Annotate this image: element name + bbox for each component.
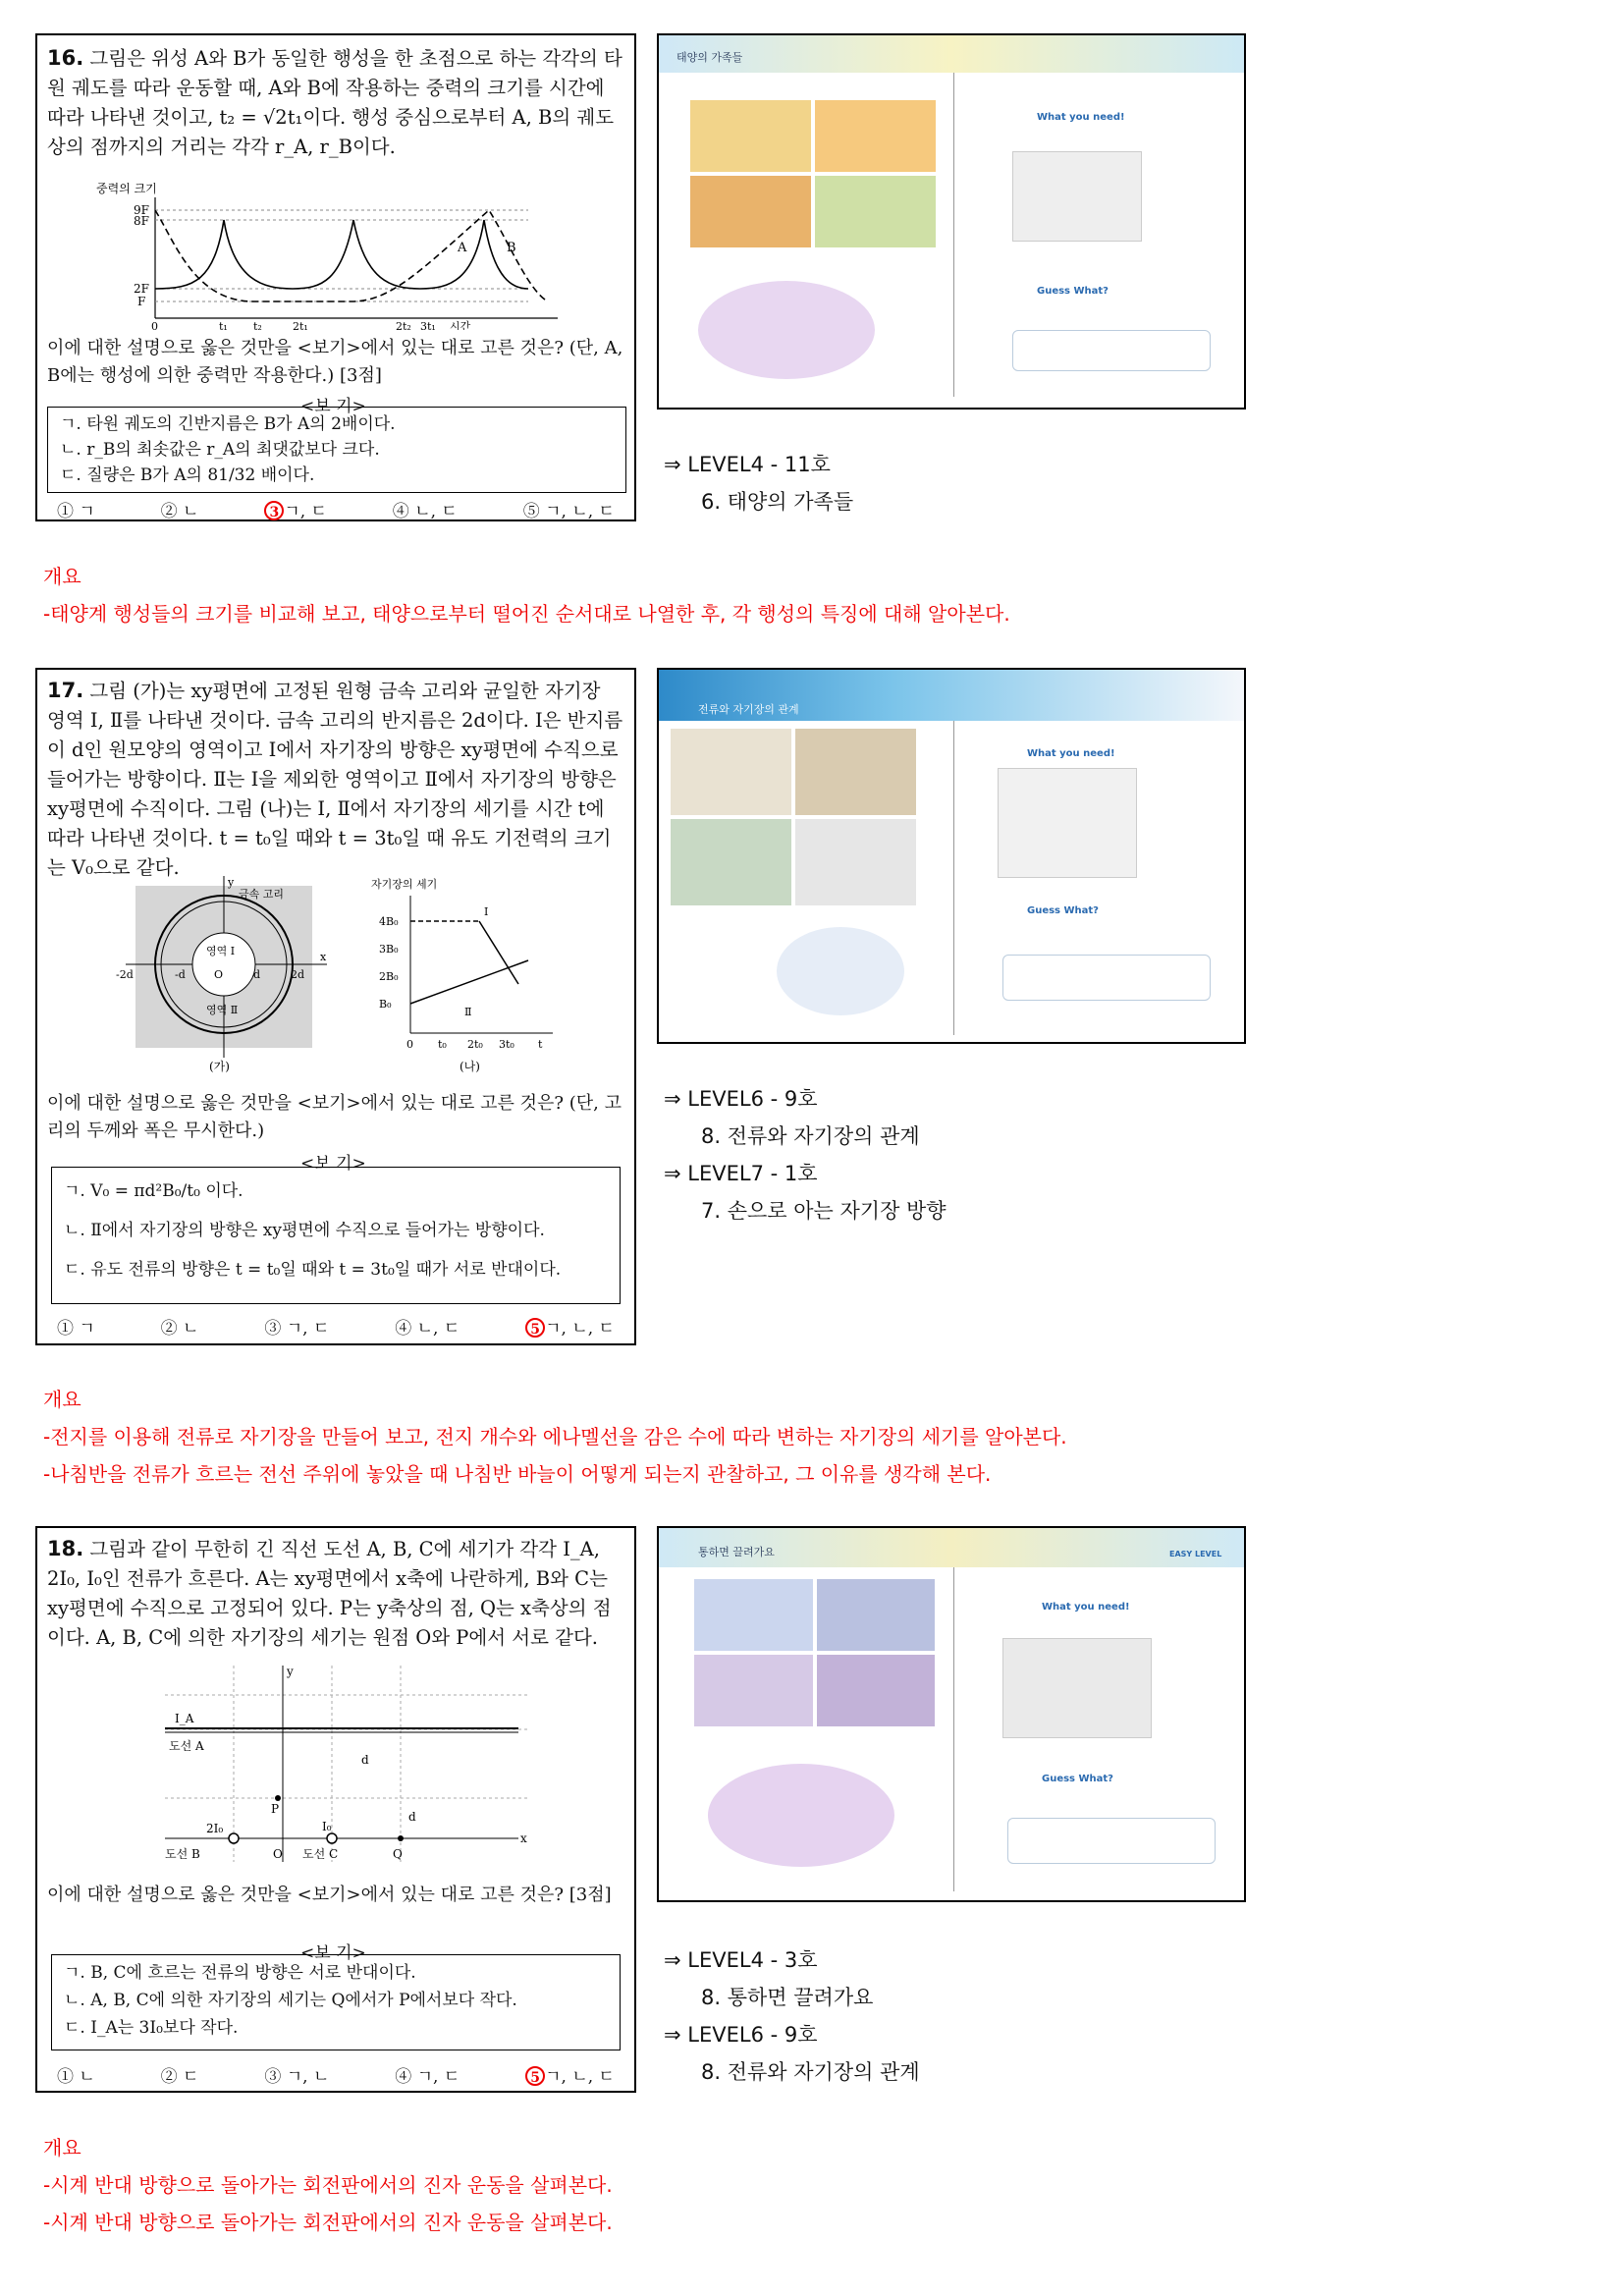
what-you-need-heading: What you need! — [1027, 748, 1115, 759]
svg-text:t₀: t₀ — [438, 1038, 447, 1051]
svg-text:t₂: t₂ — [253, 320, 262, 330]
book-title: 통하면 끌려가요 — [698, 1546, 775, 1558]
book-title: 태양의 가족들 — [676, 51, 743, 64]
question-18-box — [35, 1526, 636, 2093]
ref-line: 7. 손으로 아는 자기장 방향 — [701, 1199, 947, 1223]
svg-text:Ⅱ: Ⅱ — [464, 1006, 472, 1018]
svg-text:x: x — [320, 951, 327, 963]
answer-choices — [57, 2062, 615, 2087]
guess-what-heading: Guess What? — [1027, 905, 1099, 916]
svg-text:A: A — [458, 241, 467, 255]
curve-A — [155, 220, 528, 289]
bogi-box — [51, 1954, 621, 2050]
svg-text:(가): (가) — [209, 1060, 230, 1072]
svg-text:시간: 시간 — [450, 320, 471, 330]
bogi-title: <보 기> — [300, 1154, 366, 1174]
comic-panels — [694, 1579, 935, 1726]
question-number: 16. — [47, 46, 84, 70]
svg-text:2B₀: 2B₀ — [379, 970, 399, 983]
answer-circle-icon: 5 — [525, 1318, 545, 1338]
ref-line: 8. 통하면 끌려가요 — [701, 1986, 874, 2009]
svg-text:t: t — [538, 1038, 543, 1051]
speech-cloud — [698, 281, 875, 379]
svg-text:2t₁: 2t₁ — [293, 320, 308, 330]
question-body: 그림과 같이 무한히 긴 직선 도선 A, B, C에 세기가 각각 I_A, 2I₀, I₀인 전류가 흐른다. A는 xy평면에서 x축에 나란하게, B와 C는 xy평면에 수직으로 고정되어 있다. P는 y축상의 점, Q는 x축상의 점이다. A, B, C에 의한 자기장의 세기는 원점 O와 P에서 서로 같다. — [47, 1538, 612, 1649]
svg-text:d: d — [408, 1810, 416, 1824]
bogi-item: ㄷ. I_A는 3I₀보다 작다. — [64, 2018, 239, 2038]
page-divider — [953, 73, 954, 397]
bogi-item: ㄴ. Ⅱ에서 자기장의 방향은 xy평면에 수직으로 들어가는 방향이다. — [64, 1221, 545, 1240]
svg-text:O: O — [273, 1847, 283, 1861]
q16-references — [664, 446, 853, 520]
svg-text:P: P — [271, 1802, 280, 1816]
choice[interactable]: ③ ㄱ, ㄷ — [264, 1319, 330, 1339]
svg-text:2t₀: 2t₀ — [467, 1038, 483, 1051]
answer-circle-icon: 5 — [525, 2066, 545, 2086]
ref-line: ⇒ LEVEL7 - 1호 — [664, 1162, 818, 1185]
svg-text:0: 0 — [151, 320, 158, 330]
bogi-box — [47, 407, 626, 493]
q16-overview — [43, 558, 1010, 632]
svg-text:3B₀: 3B₀ — [379, 943, 399, 956]
ref-line: ⇒ LEVEL4 - 3호 — [664, 1948, 818, 1972]
comic-panels — [671, 729, 916, 905]
overview-heading: 개요 — [43, 565, 81, 588]
choice-correct[interactable]: 5 ㄱ, ㄴ, ㄷ — [525, 1314, 615, 1339]
book-spread-16 — [657, 33, 1246, 410]
svg-text:2d: 2d — [291, 968, 305, 981]
q17-overview — [43, 1381, 1067, 1493]
q18-references — [664, 1941, 920, 2091]
materials-photo — [998, 768, 1137, 878]
gravity-time-graph — [96, 183, 607, 330]
svg-text:영역 Ⅰ: 영역 Ⅰ — [206, 945, 236, 957]
ref-line: 8. 전류와 자기장의 관계 — [701, 2060, 920, 2084]
bogi-item: ㄱ. 타원 궤도의 긴반지름은 B가 A의 2배이다. — [60, 414, 396, 434]
bogi-item: ㄷ. 유도 전류의 방향은 t = t₀일 때와 t = 3t₀일 때가 서로 반대이다. — [64, 1260, 562, 1280]
svg-text:-2d: -2d — [116, 968, 134, 981]
question-16-box — [35, 33, 636, 521]
overview-line: -전지를 이용해 전류로 자기장을 만들어 보고, 전지 개수와 에나멜선을 감은 수에 따라 변하는 자기장의 세기를 알아본다. — [43, 1425, 1067, 1449]
svg-text:2I₀: 2I₀ — [206, 1822, 224, 1835]
question-body: 그림은 위성 A와 B가 동일한 행성을 한 초점으로 하는 각각의 타원 궤도를 따라 운동할 때, A와 B에 작용하는 중력의 크기를 시간에 따라 나타낸 것이고, t₂ = √2t₁이다. 행성 중심으로부터 A, B의 궤도상의 점까지의 거리는 각각 r_A, r_B이다. — [47, 47, 622, 158]
guess-what-heading: Guess What? — [1042, 1774, 1113, 1784]
svg-text:0: 0 — [406, 1038, 413, 1051]
ref-line: 8. 전류와 자기장의 관계 — [701, 1124, 920, 1148]
speech-cloud — [708, 1764, 894, 1867]
choice[interactable]: ② ㄴ — [160, 502, 199, 521]
question-body: 그림 (가)는 xy평면에 고정된 원형 금속 고리와 균일한 자기장 영역 Ⅰ, Ⅱ를 나타낸 것이다. 금속 고리의 반지름은 2d이다. Ⅰ은 반지름이 d인 원모양의 영역이고 Ⅰ에서 자기장의 방향은 xy평면에 수직으로 들어가는 방향이다. Ⅱ는 Ⅰ을 제외한 영역이고 Ⅱ에서 자기장의 방향은 xy평면에 수직이다. 그림 (나)는 Ⅰ, Ⅱ에서 자기장의 세기를 시간 t에 따라 나타낸 것이다. t = t₀일 때와 t = 3t₀일 때 유도 기전력의 크기는 V₀으로 같다. — [47, 680, 623, 879]
svg-text:d: d — [361, 1753, 369, 1767]
svg-text:B: B — [507, 241, 516, 255]
svg-text:영역 Ⅱ: 영역 Ⅱ — [206, 1004, 239, 1016]
graph-ylabel: 중력의 크기 — [96, 183, 157, 195]
choice[interactable]: ⑤ ㄱ, ㄴ, ㄷ — [522, 502, 615, 521]
bogi-item: ㄷ. 질량은 B가 A의 81/32 배이다. — [60, 465, 315, 485]
ref-line: ⇒ LEVEL4 - 11호 — [664, 453, 831, 476]
svg-text:I₀: I₀ — [322, 1820, 332, 1833]
choice[interactable]: ④ ㄴ, ㄷ — [392, 502, 458, 521]
svg-text:y: y — [228, 876, 235, 889]
svg-text:2F: 2F — [134, 282, 149, 296]
guess-box — [1002, 955, 1211, 1001]
materials-photo — [1002, 1638, 1152, 1738]
overview-line: -나침반을 전류가 흐르는 전선 주위에 놓았을 때 나침반 바늘이 어떻게 되는지 관찰하고, 그 이유를 생각해 본다. — [43, 1462, 992, 1486]
page-divider — [953, 721, 954, 1035]
comic-panels — [690, 100, 936, 247]
ref-line: ⇒ LEVEL6 - 9호 — [664, 1087, 818, 1111]
svg-text:O: O — [214, 968, 224, 981]
svg-text:-d: -d — [175, 968, 186, 981]
choice[interactable]: ④ ㄱ, ㄷ — [395, 2067, 460, 2087]
page-divider — [953, 1567, 954, 1891]
answer-circle-icon: 3 — [264, 501, 284, 520]
question-17-prompt: 이에 대한 설명으로 옳은 것만을 <보기>에서 있는 대로 고른 것은? (단, 고리의 두께와 폭은 무시한다.) — [47, 1093, 622, 1141]
question-16-prompt: 이에 대한 설명으로 옳은 것만을 <보기>에서 있는 대로 고른 것은? (단, A, B에는 행성에 의한 중력만 작용한다.) [3점] — [47, 338, 623, 386]
speech-cloud — [777, 927, 904, 1015]
svg-text:(나): (나) — [460, 1060, 480, 1072]
level-badge: EASY LEVEL — [1169, 1550, 1222, 1558]
bogi-item: ㄱ. B, C에 흐르는 전류의 방향은 서로 반대이다. — [64, 1963, 416, 1983]
svg-text:B₀: B₀ — [379, 998, 392, 1011]
question-18-text — [47, 1534, 624, 1653]
bogi-item: ㄱ. V₀ = πd²B₀/t₀ 이다. — [64, 1181, 243, 1201]
what-you-need-heading: What you need! — [1042, 1602, 1130, 1613]
q17-references — [664, 1080, 947, 1230]
svg-text:9F: 9F — [134, 203, 149, 217]
question-18-prompt: 이에 대한 설명으로 옳은 것만을 <보기>에서 있는 대로 고른 것은? [3점] — [47, 1885, 612, 1905]
question-17-text — [47, 676, 624, 883]
materials-photo — [1012, 151, 1142, 242]
svg-text:Q: Q — [393, 1847, 403, 1861]
choice-correct[interactable]: 5 ㄱ, ㄴ, ㄷ — [525, 2062, 615, 2087]
question-number: 17. — [47, 679, 84, 702]
bogi-item: ㄴ. A, B, C에 의한 자기장의 세기는 Q에서가 P에서보다 작다. — [64, 1991, 517, 2010]
bogi-title: <보 기> — [300, 1943, 366, 1963]
series-2-line — [410, 960, 528, 1004]
what-you-need-heading: What you need! — [1037, 112, 1125, 123]
overview-heading: 개요 — [43, 1388, 81, 1411]
ref-line: 6. 태양의 가족들 — [701, 490, 854, 514]
overview-line: -시계 반대 방향으로 돌아가는 회전판에서의 진자 운동을 살펴본다. — [43, 2211, 613, 2234]
question-number: 18. — [47, 1537, 84, 1560]
svg-text:3t₁: 3t₁ — [420, 320, 436, 330]
guess-what-heading: Guess What? — [1037, 286, 1109, 297]
choice[interactable]: ① ㄱ — [57, 502, 95, 521]
choice-correct[interactable]: 3 ㄱ, ㄷ — [264, 497, 327, 521]
choice[interactable]: ① ㄴ — [57, 2067, 95, 2087]
svg-text:도선 A: 도선 A — [169, 1739, 204, 1753]
svg-text:2t₂: 2t₂ — [396, 320, 411, 330]
bogi-title: <보 기> — [300, 397, 366, 416]
q18-overview — [43, 2129, 613, 2241]
book-header-band — [659, 35, 1244, 73]
wire-figure — [165, 1666, 538, 1872]
svg-text:도선 B: 도선 B — [165, 1847, 200, 1861]
book-spread-18 — [657, 1526, 1246, 1902]
question-16-text — [47, 43, 624, 162]
overview-line: -태양계 행성들의 크기를 비교해 보고, 태양으로부터 떨어진 순서대로 나열한 후, 각 행성의 특징에 대해 알아본다. — [43, 602, 1010, 626]
svg-text:d: d — [253, 968, 261, 981]
svg-text:4B₀: 4B₀ — [379, 915, 399, 928]
bogi-box — [51, 1167, 621, 1304]
svg-text:Ⅰ: Ⅰ — [484, 905, 489, 918]
svg-text:도선 C: 도선 C — [302, 1847, 339, 1861]
guess-box — [1012, 330, 1211, 371]
svg-text:3t₀: 3t₀ — [499, 1038, 514, 1051]
figure-na-graph — [371, 876, 568, 1072]
svg-text:t₁: t₁ — [219, 320, 228, 330]
answer-choices — [57, 497, 615, 521]
choice[interactable]: ② ㄷ — [160, 2067, 199, 2087]
book-title: 전류와 자기장의 관계 — [698, 703, 799, 716]
svg-text:8F: 8F — [134, 214, 149, 228]
ref-line: ⇒ LEVEL6 - 9호 — [664, 2023, 818, 2047]
svg-text:F: F — [137, 295, 146, 308]
figure-ga-loop — [116, 876, 332, 1072]
svg-text:y: y — [287, 1666, 294, 1678]
book-spread-17 — [657, 668, 1246, 1044]
question-17-box — [35, 668, 636, 1345]
choice[interactable]: ④ ㄴ, ㄷ — [395, 1319, 460, 1339]
choice[interactable]: ① ㄱ — [57, 1319, 95, 1339]
svg-text:자기장의 세기: 자기장의 세기 — [371, 878, 438, 891]
overview-heading: 개요 — [43, 2136, 81, 2159]
choice[interactable]: ② ㄴ — [160, 1319, 199, 1339]
svg-text:I_A: I_A — [175, 1712, 194, 1725]
overview-line: -시계 반대 방향으로 돌아가는 회전판에서의 진자 운동을 살펴본다. — [43, 2173, 613, 2197]
bogi-item: ㄴ. r_B의 최솟값은 r_A의 최댓값보다 크다. — [60, 440, 380, 460]
svg-text:x: x — [520, 1831, 527, 1845]
guess-box — [1007, 1818, 1216, 1864]
choice[interactable]: ③ ㄱ, ㄴ — [264, 2067, 330, 2087]
answer-choices — [57, 1314, 615, 1339]
svg-text:금속 고리: 금속 고리 — [239, 888, 285, 901]
